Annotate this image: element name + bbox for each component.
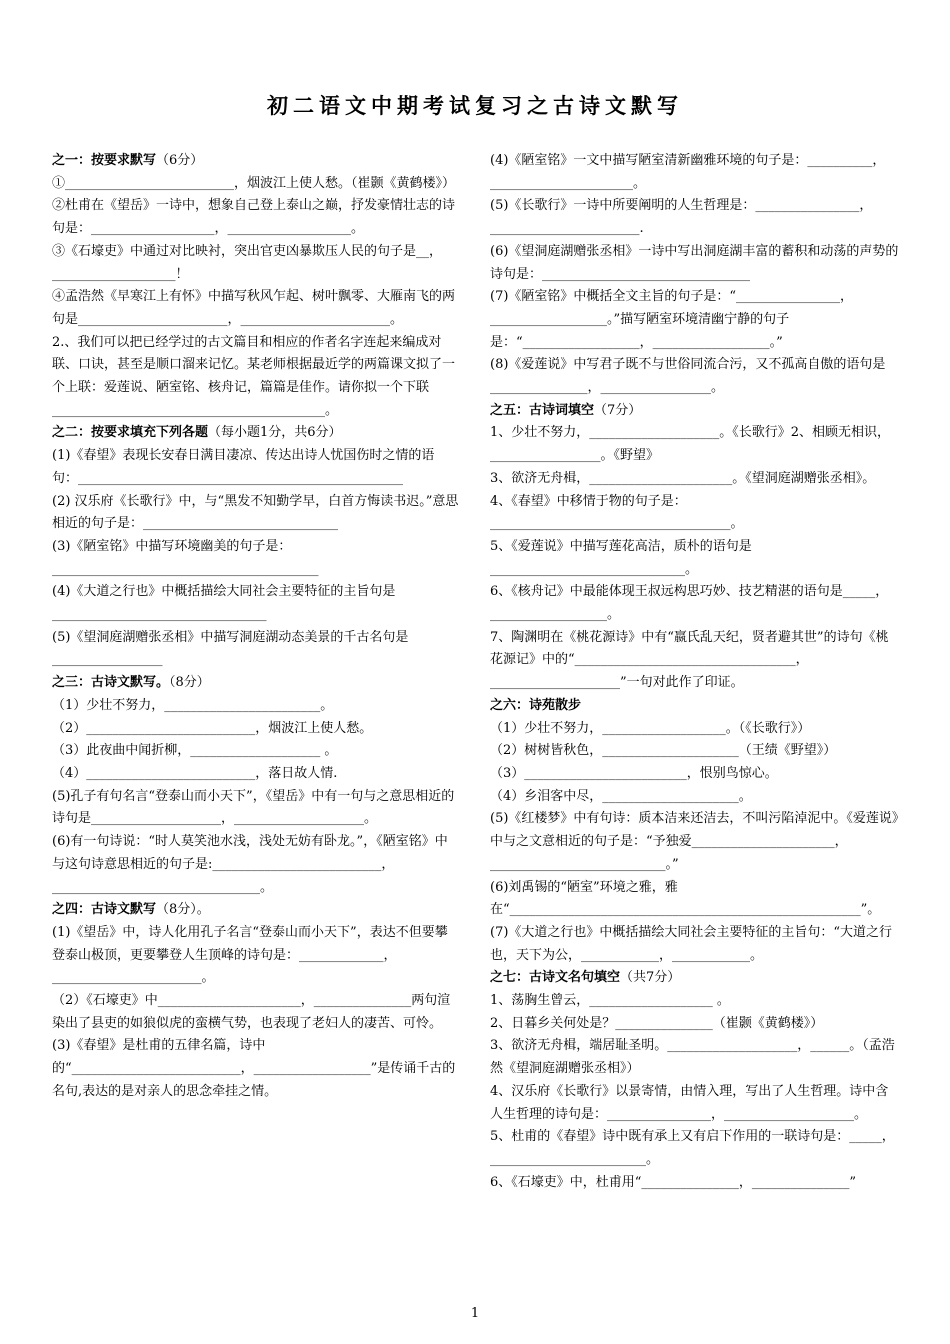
section-score-note: （共7分）	[620, 970, 681, 986]
question-line: 4、汉乐府《长歌行》以景寄情，由情入理，写出了人生哲理。诗中含人生哲理的诗句是：________________，____________________。	[490, 1083, 889, 1122]
question-line: (5)《望洞庭湖赠张丞相》中描写洞庭湖动态美景的千古名句是_________________	[52, 629, 409, 668]
section-heading-text: 之二：按要求填充下列各题	[52, 425, 209, 441]
question-line: (1)《春望》表现长安春日满目凄凉、传达出诗人忧国伤时之情的语句：__________________________________________________	[52, 448, 435, 486]
question-line: (1)《望岳》中，诗人化用孔子名言“登泰山而小天下”，表达不但要攀登泰山极顶，更要攀登人生顶峰的诗句是：_____________，_______________________。	[52, 924, 448, 986]
question-line: ①__________________________，烟波江上使人愁。（崔颢《黄鹤楼》）	[52, 175, 456, 191]
question-line: 5、《爱莲说》中描写莲花高洁，质朴的语句是______________________________。	[490, 538, 752, 577]
question-line: 4、《春望》中移情于物的句子是：_____________________________________。	[490, 493, 744, 532]
section-heading	[52, 422, 460, 445]
question-line: (4)《陋室铭》一文中描写陋室清新幽雅环境的句子是：__________，______________________。	[490, 153, 886, 191]
question-line: 7、陶渊明在《桃花源诗》中有“嬴氏乱天纪，贤者避其世”的诗句《桃花源记》中的“__________________________________，____________________”一句对此作了印证。	[490, 629, 889, 691]
left-column	[52, 150, 460, 1104]
question-line: (3)《陋室铭》中描写环境幽美的句子是：_________________________________________	[52, 538, 319, 577]
question-line: (6)刘禹锡的“陋室”环境之雅，雅在“______________________________________________________”。	[490, 879, 881, 918]
question-line: (6)《望洞庭湖赠张丞相》一诗中写出洞庭湖丰富的蓄积和动荡的声势的诗句是：________________________________	[490, 243, 899, 282]
question-line: （2）__________________________，烟波江上使人愁。	[52, 720, 373, 736]
section-heading-text: 之四：古诗文默写	[52, 902, 157, 918]
question-line: (6)有一句诗说：“时人莫笑池水浅，浅处无妨有卧龙。”，《陋室铭》中与这句诗意思相近的句子是:__________________________，________________________________。	[52, 834, 448, 895]
section-score-note: （每小题1分，共6分）	[208, 425, 342, 441]
section-heading-text: 之六：诗苑散步	[490, 697, 582, 713]
question-line: 6、《核舟记》中最能体现王叔远构思巧妙、技艺精湛的语句是_____，__________________。	[490, 584, 889, 623]
question-line: 1、少壮不努力，____________________。《长歌行》2、相顾无相识，_________________。《野望》	[490, 425, 891, 464]
question-line: (5)《红楼梦》中有句诗：质本洁来还洁去，不叫污陷淖泥中。《爱莲说》中与之文意相近的句子是：“予独爱______________________，___________________________。”	[490, 811, 899, 872]
section-heading-text: 之七：古诗文名句填空	[490, 970, 621, 986]
question-line: (8)《爱莲说》中写君子既不与世俗同流合污，又不孤高自傲的语句是_______________，_________________。	[490, 357, 886, 396]
question-line: 1、荡胸生曾云，___________________ 。	[490, 993, 730, 1009]
question-line: （3）_________________________，恨别鸟惊心。	[490, 765, 778, 781]
section-score-note: （8分）	[169, 675, 210, 691]
question-line: （1）少壮不努力，________________________。	[52, 697, 334, 713]
question-line: (2) 汉乐府《长歌行》中，与“黑发不知勤学早，白首方悔读书迟。”意思相近的句子是：______________________________	[52, 493, 459, 532]
right-column	[490, 150, 900, 1194]
question-line: 2、日暮乡关何处是？_______________（崔颢《黄鹤楼》）	[490, 1015, 824, 1031]
question-line: ③《石壕吏》中通过对比映衬，突出官吏凶暴欺压人民的句子是__，___________________！	[52, 243, 443, 282]
section-heading	[490, 967, 900, 990]
section-heading-text: 之五：古诗词填空	[490, 402, 595, 418]
section-heading	[490, 400, 900, 423]
question-line: (7)《大道之行也》中概括描绘大同社会主要特征的主旨句：“大道之行也，天下为公，____________，____________。	[490, 924, 893, 963]
question-line: 5、杜甫的《春望》诗中既有承上又有启下作用的一联诗句是：_____，________________________。	[490, 1129, 895, 1167]
question-line: (5)孔子有句名言“登泰山而小天下”，《望岳》中有一句与之意思相近的诗句是____________________，____________________。	[52, 788, 455, 827]
question-line: （1）少壮不努力，___________________。（《长歌行》）	[490, 720, 811, 736]
page-number: 1	[470, 1306, 480, 1321]
question-line: 2.、我们可以把已经学过的古文篇目和相应的作者名字连起来编成对联、口诀，甚至是顺口溜来记忆。某老师根据最近学的两篇课文拟了一个上联：爱莲说、陋室铭、核舟记，篇篇是佳作。请你拟一个下联__________________________________________。	[52, 334, 456, 418]
section-heading	[52, 150, 460, 173]
question-line: (4)《大道之行也》中概括描绘大同社会主要特征的主旨句是_________________________________	[52, 584, 396, 623]
question-line: 6、《石壕吏》中，杜甫用“_______________，_______________”	[490, 1174, 857, 1190]
question-line: ④孟浩然《早寒江上有怀》中描写秋风乍起、树叶飘零、大雁南飞的两句是_______________________，_______________________。	[52, 289, 456, 327]
question-line: （4）__________________________，落日故人情.	[52, 765, 338, 781]
page-title: 初二语文中期考试复习之古诗文默写	[267, 94, 683, 118]
question-line: 3、欲济无舟楫，______________________。《望洞庭湖赠张丞相》。	[490, 470, 876, 486]
section-heading-text: 之三：古诗文默写。	[52, 675, 170, 691]
section-heading	[52, 672, 460, 695]
question-line: （2）《石壕吏》中______________________，_______________两句渲染出了县吏的如狼似虎的蛮横气势，也表现了老妇人的凄苦、可怜。	[52, 993, 451, 1031]
question-line: (3)《春望》是杜甫的五律名篇，诗中的“__________________________，__________________”是传诵千古的名句,表达的是对亲人的思念牵挂之情。	[52, 1038, 456, 1099]
question-line: (7)《陋室铭》中概括全文主旨的句子是：“________________，__________________。”描写陋室环境清幽宁静的句子是：“__________________，__________________。”	[490, 289, 854, 350]
question-line: （4）乡泪客中尽，_____________________。	[490, 788, 752, 804]
question-line: （2）树树皆秋色，_____________________（王绩《野望》）	[490, 743, 837, 759]
question-line: （3）此夜曲中闻折柳，____________________ 。	[52, 743, 338, 759]
section-heading	[490, 695, 900, 718]
section-heading	[52, 899, 460, 922]
section-heading-text: 之一：按要求默写	[52, 153, 157, 168]
section-score-note: （6分）	[156, 153, 204, 168]
section-score-note: （8分）。	[156, 902, 210, 918]
question-line: 3、欲济无舟楫，端居耻圣明。____________________，______。（孟浩然《望洞庭湖赠张丞相》）	[490, 1038, 895, 1077]
question-line: (5)《长歌行》一诗中所要阐明的人生哲理是：________________，_______________________.	[490, 198, 873, 237]
question-line: ②杜甫在《望岳》一诗中，想象自己登上泰山之巅，抒发豪情壮志的诗句是：___________________，___________________。	[52, 198, 456, 237]
section-score-note: （7分）	[594, 402, 642, 418]
